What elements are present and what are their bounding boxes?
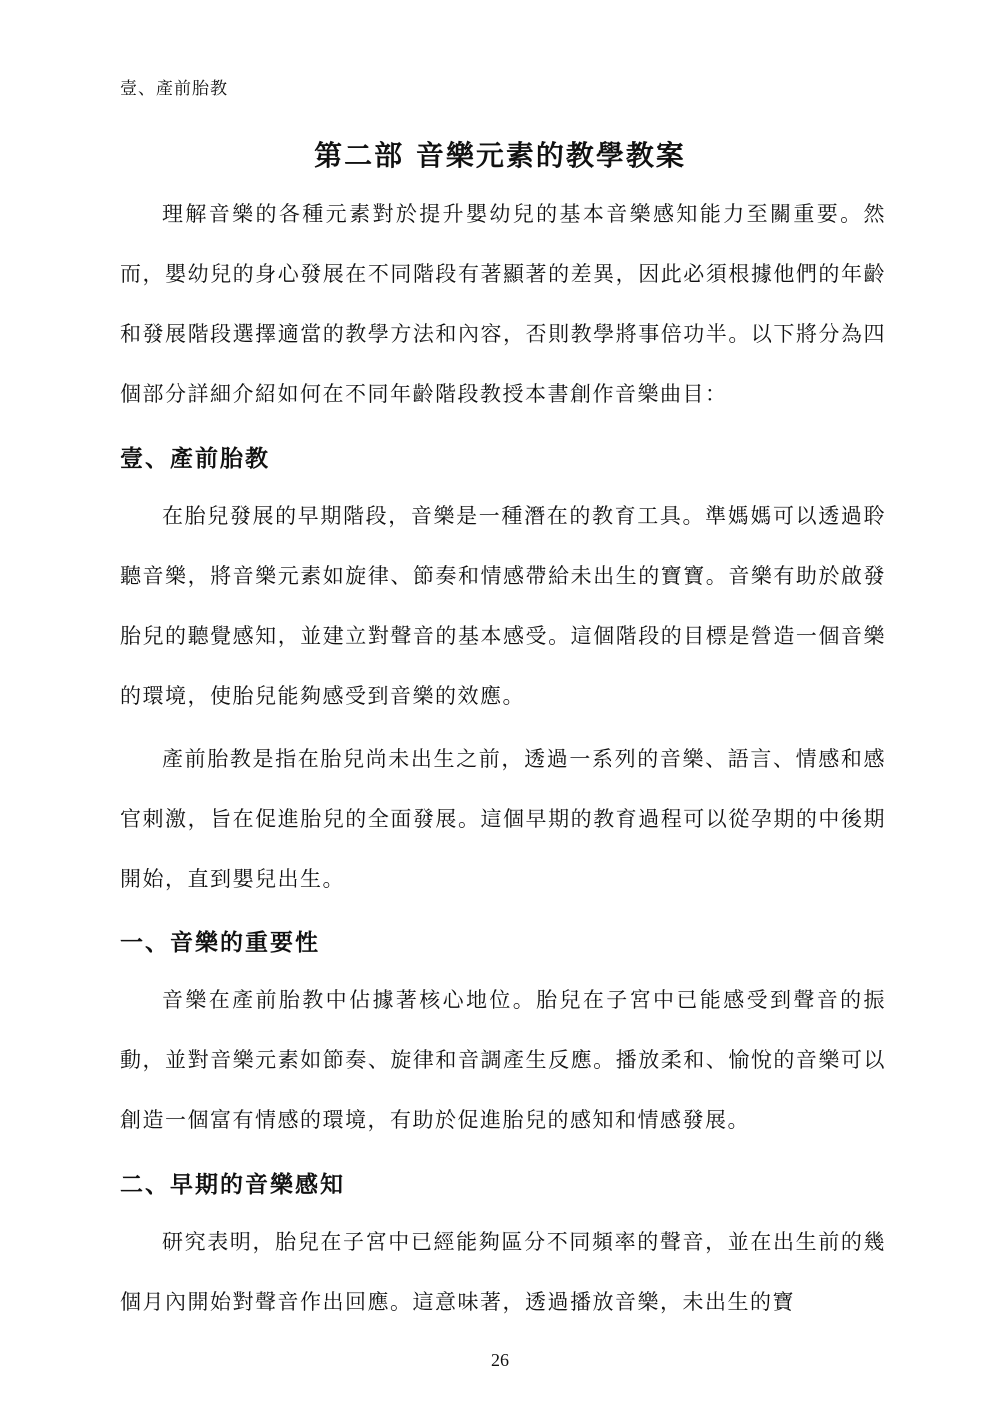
section-paragraph-1: 在胎兒發展的早期階段，音樂是一種潛在的教育工具。準媽媽可以透過聆聽音樂，將音樂元素如旋律、節奏和情感帶給未出生的寶寶。音樂有助於啟發胎兒的聽覺感知，並建立對聲音的基本感受。這個階段的目標是營造一個音樂的環境，使胎兒能夠感受到音樂的效應。	[120, 504, 886, 708]
subsection-heading-1: 一、音樂的重要性	[120, 929, 320, 956]
page-number: 26	[491, 1350, 509, 1370]
subsection-paragraph-2: 研究表明，胎兒在子宮中已經能夠區分不同頻率的聲音，並在出生前的幾個月內開始對聲音作出回應。這意味著，透過播放音樂，未出生的寶	[120, 1230, 886, 1314]
subsection-paragraph-1: 音樂在產前胎教中佔據著核心地位。胎兒在子宮中已能感受到聲音的振動，並對音樂元素如節奏、旋律和音調產生反應。播放柔和、愉悅的音樂可以創造一個富有情感的環境，有助於促進胎兒的感知和情感發展。	[120, 988, 886, 1132]
part-title: 第二部 音樂元素的教學教案	[314, 139, 686, 172]
subsection-heading-2: 二、早期的音樂感知	[120, 1171, 345, 1198]
intro-paragraph: 理解音樂的各種元素對於提升嬰幼兒的基本音樂感知能力至關重要。然而，嬰幼兒的身心發展在不同階段有著顯著的差異，因此必須根據他們的年齡和發展階段選擇適當的教學方法和內容，否則教學將事倍功半。以下將分為四個部分詳細介紹如何在不同年齡階段教授本書創作音樂曲目：	[120, 202, 886, 406]
section-heading: 壹、產前胎教	[120, 445, 270, 472]
section-paragraph-2: 產前胎教是指在胎兒尚未出生之前，透過一系列的音樂、語言、情感和感官刺激，旨在促進胎兒的全面發展。這個早期的教育過程可以從孕期的中後期開始，直到嬰兒出生。	[120, 747, 886, 891]
running-header: 壹、產前胎教	[120, 79, 228, 99]
